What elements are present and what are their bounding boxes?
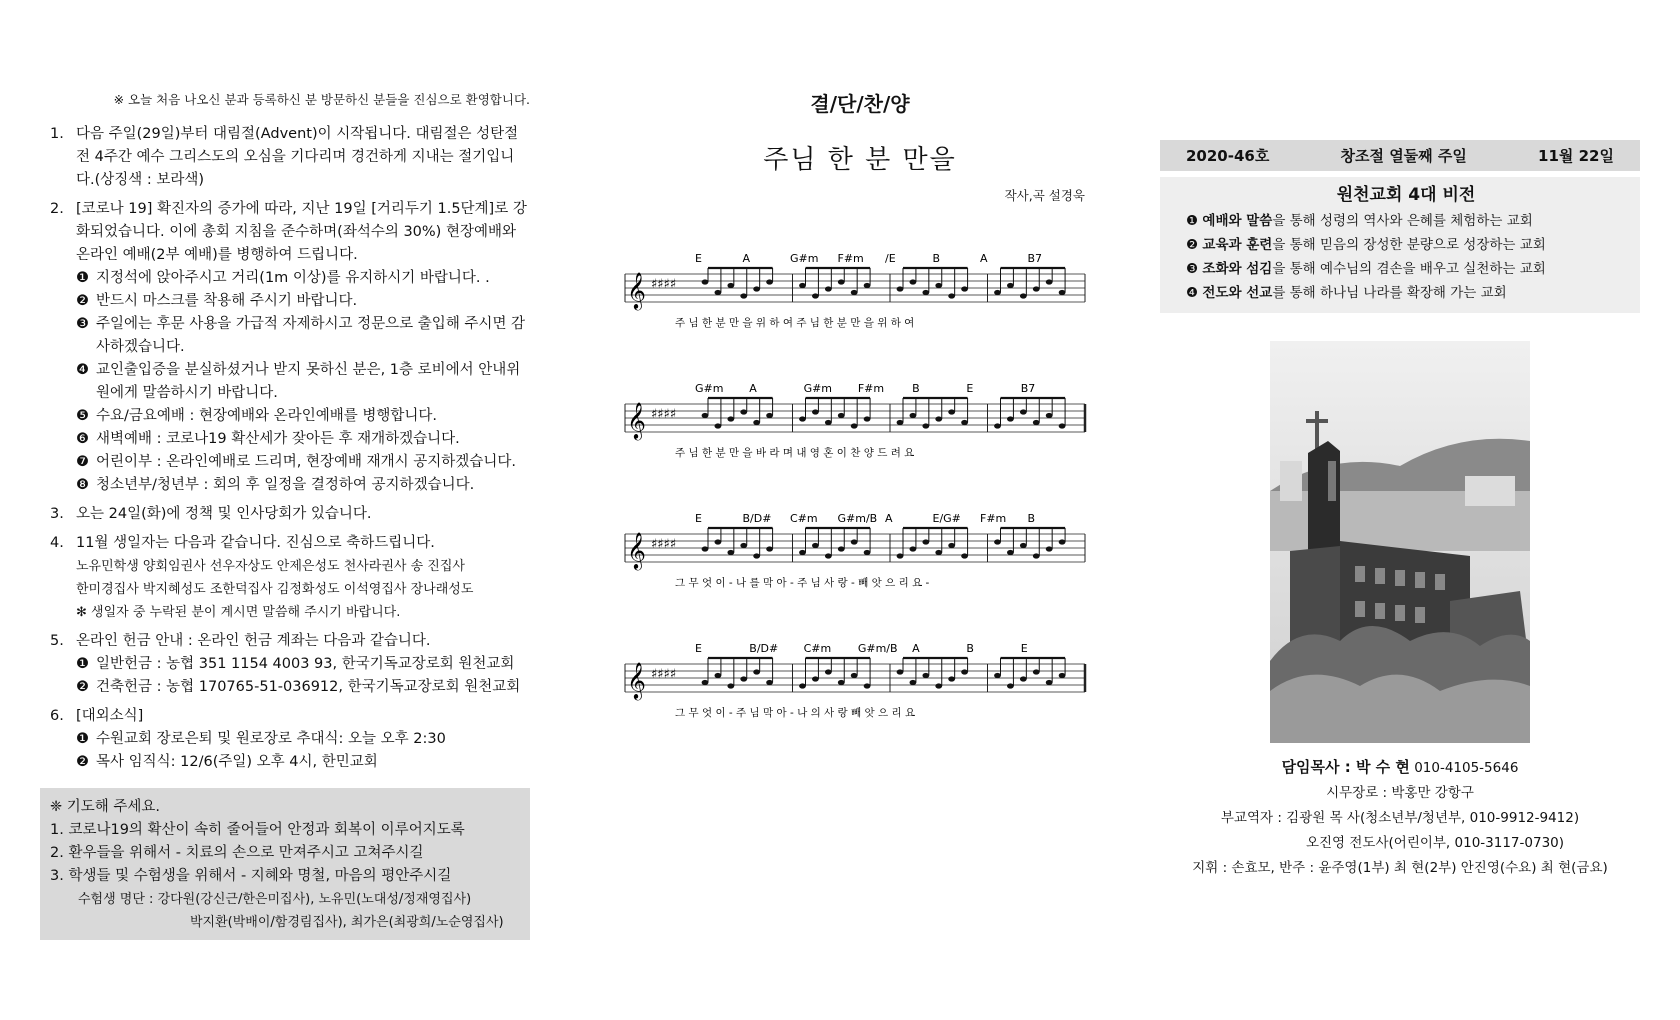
- external-news-text: 수원교회 장로은퇴 및 원로장로 추대식: 오늘 오후 2:30: [96, 731, 446, 747]
- announcement-6: [40, 705, 530, 774]
- list-marker: ❶: [76, 731, 89, 747]
- note-head: [812, 409, 819, 414]
- covid-item: [76, 428, 530, 451]
- note-head: [766, 413, 773, 418]
- note-head: [766, 680, 773, 685]
- chord-symbol: B: [932, 252, 941, 265]
- issue-date: 11월 22일: [1538, 147, 1614, 165]
- note-head: [922, 539, 929, 544]
- covid-item-text: 어린이부 : 온라인예배로 드리며, 현장예배 재개시 공지하겠습니다.: [96, 454, 516, 470]
- note-head: [1046, 546, 1053, 551]
- chord-symbol: F#m: [980, 512, 1007, 525]
- external-news-item: [76, 751, 530, 774]
- key-signature: ♯♯♯♯: [651, 667, 677, 682]
- note-head: [922, 423, 929, 428]
- covid-item: [76, 359, 530, 405]
- list-marker: ❹: [76, 362, 89, 378]
- list-marker: ❶: [76, 656, 89, 672]
- associate-pastor: 부교역자 : 김광원 목 사(청소년부/청년부, 010-9912-9412): [1220, 810, 1580, 826]
- announcement-text: 오는 24일(화)에 정책 및 인사당회가 있습니다.: [76, 506, 372, 522]
- chord-symbol: F#m: [837, 252, 864, 265]
- note-head: [1033, 420, 1040, 425]
- treble-clef: 𝄞: [627, 661, 646, 699]
- vision-title: 원천교회 4대 비전: [1336, 185, 1476, 205]
- covid-item-text: 새벽예배 : 코로나19 확산세가 잦아든 후 재개하겠습니다.: [96, 431, 460, 447]
- list-marker: ❽: [76, 477, 89, 493]
- list-marker: ❸: [1186, 261, 1199, 277]
- announcement-text: [코로나 19] 확진자의 증가에 따라, 지난 19일 [거리두기 1.5단계]로 강화되었습니다. 이에 총회 지침을 준수하며(좌석수의 30%) 현장예배와 온라인 예배(2부 예배)를 병행하여 드립니다.: [76, 201, 527, 263]
- note-head: [910, 546, 917, 551]
- offering-item: [76, 653, 530, 676]
- note-head: [961, 553, 968, 558]
- chord-symbol: G#m/B: [857, 642, 898, 655]
- section-title: 결/단/찬/양: [810, 92, 910, 116]
- note-head: [766, 279, 773, 284]
- note-head: [727, 416, 734, 421]
- chord-symbol: A: [912, 642, 920, 655]
- list-marker: ❹: [1186, 285, 1199, 301]
- chord-symbol: E: [695, 512, 702, 525]
- note-head: [825, 669, 832, 674]
- note-head: [1007, 283, 1014, 288]
- note-head: [1046, 680, 1053, 685]
- key-signature: ♯♯♯♯: [651, 277, 677, 292]
- note-head: [1059, 539, 1066, 544]
- chord-symbol: A: [980, 252, 988, 265]
- note-head: [851, 673, 858, 678]
- covid-item: [76, 313, 530, 359]
- prayer-box: [40, 788, 530, 940]
- note-head: [851, 423, 858, 428]
- note-head: [994, 423, 1001, 428]
- covid-item-text: 교인출입증을 분실하셨거나 받지 못하신 분은, 1층 로비에서 안내위원에게 말씀하시기 바랍니다.: [96, 362, 521, 401]
- list-marker: ❺: [76, 408, 89, 424]
- note-head: [864, 283, 871, 288]
- note-head: [864, 416, 871, 421]
- list-marker: ❷: [1186, 237, 1199, 253]
- vision-keyword: 전도와 선교: [1202, 285, 1273, 301]
- hymn-title: 주님 한 분 만을: [763, 145, 957, 175]
- note-head: [1020, 409, 1027, 414]
- note-head: [1020, 676, 1027, 681]
- note-head: [1007, 683, 1014, 688]
- info-column: [1160, 140, 1640, 881]
- offering-item: [76, 676, 530, 699]
- note-head: [897, 286, 904, 291]
- chord-symbol: E: [966, 382, 974, 395]
- announcement-text: [대외소식]: [76, 708, 144, 724]
- note-head: [702, 680, 709, 685]
- announcement-5: [40, 630, 530, 699]
- covid-item-text: 수요/금요예배 : 현장예배와 온라인예배를 병행합니다.: [96, 408, 437, 424]
- evangelist: 오진영 전도사(어린이부, 010-3117-0730): [1305, 835, 1565, 851]
- list-marker: ❷: [76, 679, 89, 695]
- note-head: [825, 286, 832, 291]
- announcement-number: 3.: [50, 506, 64, 522]
- note-head: [838, 680, 845, 685]
- note-head: [753, 420, 760, 425]
- chord-symbol: A: [885, 512, 893, 525]
- composer: 작사,곡 설경욱: [1004, 188, 1085, 203]
- chord-symbol: B7: [1027, 252, 1043, 265]
- vision-keyword: 예배와 말씀: [1202, 213, 1273, 229]
- note-head: [753, 669, 760, 674]
- vision-text: 을 통해 믿음의 장성한 분량으로 성장하는 교회: [1272, 237, 1546, 253]
- note-head: [812, 543, 819, 548]
- note-head: [740, 543, 747, 548]
- announcement-number: 6.: [50, 708, 64, 724]
- lyrics-line: 그 무 엇 이 - 나 를 막 아 - 주 님 사 랑 - 빼 앗 으 리 요 -: [675, 577, 930, 589]
- chord-symbol: G#m: [695, 382, 724, 395]
- covid-item-text: 지정석에 앉아주시고 거리(1m 이상)를 유지하시기 바랍니다. .: [96, 270, 490, 286]
- note-head: [812, 293, 819, 298]
- chord-symbol: F#m: [857, 382, 885, 395]
- note-head: [922, 673, 929, 678]
- lyrics-line: 주 님 한 분 만 을 위 하 여 주 님 한 분 만 을 위 하 여: [675, 317, 915, 329]
- prayer-title: ❈ 기도해 주세요.: [50, 799, 161, 815]
- chord-symbol: E: [695, 642, 702, 655]
- birthday-list: 노유민학생 양회임권사 선우자상도 안제은성도 천사라권사 송 진집사: [76, 559, 465, 574]
- note-head: [851, 290, 858, 295]
- note-head: [727, 550, 734, 555]
- chord-symbol: B: [966, 642, 974, 655]
- note-head: [799, 683, 806, 688]
- note-head: [1033, 286, 1040, 291]
- note-head: [897, 669, 904, 674]
- chord-symbol: C#m: [790, 512, 818, 525]
- vision-item: [1186, 257, 1626, 281]
- sheet-music: [615, 204, 1105, 724]
- note-head: [838, 279, 845, 284]
- note-head: [910, 279, 917, 284]
- note-head: [799, 283, 806, 288]
- note-head: [1046, 279, 1053, 284]
- note-head: [910, 413, 917, 418]
- note-head: [948, 293, 955, 298]
- note-head: [935, 550, 942, 555]
- announcement-number: 2.: [50, 201, 64, 217]
- announcement-4: [40, 532, 530, 624]
- note-head: [1059, 290, 1066, 295]
- note-head: [994, 673, 1001, 678]
- announcement-text: 다음 주일(29일)부터 대림절(Advent)이 시작됩니다. 대림절은 성탄절 전 4주간 예수 그리스도의 오심을 기다리며 경건하게 지내는 절기입니다.(상징색 : 보라색): [76, 126, 519, 188]
- note-head: [948, 409, 955, 414]
- covid-item-text: 주일에는 후문 사용을 가급적 자제하시고 정문으로 출입해 주시면 감사하겠습니다.: [96, 316, 526, 355]
- staff-info: [1160, 755, 1640, 881]
- pastor-phone: 010-4105-5646: [1414, 760, 1519, 776]
- note-head: [838, 546, 845, 551]
- note-head: [1059, 673, 1066, 678]
- announcement-2: [40, 198, 530, 497]
- note-head: [851, 539, 858, 544]
- announcement-text: 11월 생일자는 다음과 같습니다. 진심으로 축하드립니다.: [76, 535, 435, 551]
- chord-symbol: B/D#: [742, 512, 772, 525]
- senior-pastor: 담임목사 : 박 수 현: [1281, 758, 1410, 776]
- prayer-item: 3. 학생들 및 수험생을 위해서 - 지혜와 명철, 마음의 평안주시길: [50, 868, 452, 884]
- note-head: [897, 553, 904, 558]
- treble-clef: 𝄞: [627, 271, 646, 309]
- note-head: [727, 683, 734, 688]
- note-head: [1020, 543, 1027, 548]
- issue-number: 2020-46호: [1186, 147, 1270, 165]
- vision-box: [1160, 177, 1640, 313]
- chord-symbol: B: [912, 382, 920, 395]
- note-head: [740, 676, 747, 681]
- note-head: [948, 676, 955, 681]
- announcement-number: 4.: [50, 535, 64, 551]
- note-head: [825, 420, 832, 425]
- note-head: [948, 543, 955, 548]
- chord-symbol: B7: [1020, 382, 1036, 395]
- vision-item: [1186, 281, 1626, 305]
- church-photo: [1270, 341, 1530, 743]
- external-news-item: [76, 728, 530, 751]
- chord-symbol: G#m: [790, 252, 819, 265]
- note-head: [1020, 293, 1027, 298]
- chord-symbol: A: [749, 382, 757, 395]
- elders: 시무장로 : 박홍만 강항구: [1326, 785, 1474, 801]
- note-head: [740, 409, 747, 414]
- note-head: [1007, 416, 1014, 421]
- treble-clef: 𝄞: [627, 401, 646, 439]
- list-marker: ❷: [76, 754, 89, 770]
- note-head: [753, 553, 760, 558]
- external-news-text: 목사 임직식: 12/6(주일) 오후 4시, 한민교회: [96, 754, 378, 770]
- lyrics-line: 그 무 엇 이 - 주 님 막 아 - 나 의 사 랑 빼 앗 으 리 요: [675, 707, 916, 719]
- list-marker: ❼: [76, 454, 89, 470]
- note-head: [753, 286, 760, 291]
- announcements-column: [40, 88, 530, 940]
- announcement-number: 5.: [50, 633, 64, 649]
- announcement-3: [40, 503, 530, 526]
- covid-item: [76, 290, 530, 313]
- note-head: [961, 420, 968, 425]
- key-signature: ♯♯♯♯: [651, 407, 677, 422]
- note-head: [935, 683, 942, 688]
- vision-keyword: 교육과 훈련: [1202, 237, 1273, 253]
- note-head: [1059, 423, 1066, 428]
- note-head: [897, 420, 904, 425]
- note-head: [825, 553, 832, 558]
- list-marker: ❸: [76, 316, 89, 332]
- note-head: [1033, 553, 1040, 558]
- covid-item: [76, 474, 530, 497]
- offering-account: 일반헌금 : 농협 351 1154 4003 93, 한국기독교장로회 원천교회: [96, 656, 515, 672]
- announcement-1: [40, 123, 530, 192]
- chord-symbol: B/D#: [749, 642, 779, 655]
- list-marker: ❷: [76, 293, 89, 309]
- note-head: [727, 283, 734, 288]
- note-head: [961, 669, 968, 674]
- note-head: [715, 423, 722, 428]
- covid-item-text: 반드시 마스크를 착용해 주시기 바랍니다.: [96, 293, 358, 309]
- note-head: [799, 550, 806, 555]
- note-head: [740, 293, 747, 298]
- chord-symbol: E/G#: [932, 512, 961, 525]
- note-head: [702, 413, 709, 418]
- issue-bar: [1160, 140, 1640, 171]
- lyrics-line: 주 님 한 분 만 을 바 라 며 내 영 혼 이 찬 양 드 려 요: [675, 447, 915, 459]
- chord-symbol: G#m: [803, 382, 833, 395]
- note-head: [935, 416, 942, 421]
- exam-students: 수험생 명단 : 강다원(강신근/한은미집사), 노유민(노대성/정재영집사): [78, 892, 472, 907]
- note-head: [1033, 669, 1040, 674]
- covid-item-text: 청소년부/청년부 : 회의 후 일정을 결정하여 공지하겠습니다.: [96, 477, 475, 493]
- note-head: [961, 286, 968, 291]
- vision-keyword: 조화와 섬김: [1202, 261, 1273, 277]
- note-head: [935, 283, 942, 288]
- note-head: [812, 676, 819, 681]
- note-head: [715, 673, 722, 678]
- covid-item: [76, 451, 530, 474]
- prayer-item: 2. 환우들을 위해서 - 치료의 손으로 만져주시고 고쳐주시길: [50, 845, 424, 861]
- welcome-note: ※ 오늘 처음 나오신 분과 등록하신 분 방문하신 분들을 진심으로 환영합니다.: [113, 92, 530, 107]
- chord-symbol: C#m: [803, 642, 832, 655]
- vision-text: 를 통해 하나님 나라를 확장해 가는 교회: [1272, 285, 1507, 301]
- hymn-column: [615, 88, 1105, 728]
- key-signature: ♯♯♯♯: [651, 537, 677, 552]
- chord-symbol: B: [1027, 512, 1036, 525]
- music-leaders: 지휘 : 손효모, 반주 : 윤주영(1부) 최 현(2부) 안진영(수요) 최 현(금요): [1192, 860, 1608, 876]
- vision-text: 을 통해 예수님의 겸손을 배우고 실천하는 교회: [1272, 261, 1546, 277]
- list-marker: ❶: [76, 270, 89, 286]
- note-head: [702, 546, 709, 551]
- chord-symbol: /E: [885, 252, 896, 265]
- note-head: [838, 413, 845, 418]
- list-marker: ❶: [1186, 213, 1199, 229]
- vision-item: [1186, 233, 1626, 257]
- vision-item: [1186, 209, 1626, 233]
- liturgical-sunday: 창조절 열둘째 주일: [1340, 147, 1467, 165]
- covid-item: [76, 405, 530, 428]
- exam-students: 박지환(박배이/함경림집사), 최가은(최광희/노순영집사): [190, 915, 504, 930]
- note-head: [1046, 413, 1053, 418]
- note-head: [994, 539, 1001, 544]
- note-head: [766, 546, 773, 551]
- note-head: [799, 416, 806, 421]
- offering-account: 건축헌금 : 농협 170765-51-036912, 한국기독교장로회 원천교회: [96, 679, 521, 695]
- announcement-text: 온라인 헌금 안내 : 온라인 헌금 계좌는 다음과 같습니다.: [76, 633, 431, 649]
- note-head: [702, 279, 709, 284]
- note-head: [715, 539, 722, 544]
- covid-item: [76, 267, 530, 290]
- note-head: [715, 290, 722, 295]
- chord-symbol: E: [695, 252, 702, 265]
- announcement-number: 1.: [50, 126, 64, 142]
- chord-symbol: E: [1020, 642, 1028, 655]
- note-head: [994, 290, 1001, 295]
- treble-clef: 𝄞: [627, 531, 646, 569]
- note-head: [864, 683, 871, 688]
- chord-symbol: G#m/B: [837, 512, 878, 525]
- note-head: [864, 550, 871, 555]
- vision-text: 을 통해 성령의 역사와 은혜를 체험하는 교회: [1272, 213, 1533, 229]
- note-head: [910, 680, 917, 685]
- prayer-item: 1. 코로나19의 확산이 속히 줄어들어 안정과 회복이 이루어지도록: [50, 822, 465, 838]
- birthday-note: ✻ 생일자 중 누락된 분이 계시면 말씀해 주시기 바랍니다.: [76, 605, 401, 620]
- birthday-list: 한미경집사 박지혜성도 조한덕집사 김정화성도 이석영집사 장나래성도: [76, 582, 474, 597]
- chord-symbol: A: [742, 252, 751, 265]
- note-head: [922, 290, 929, 295]
- note-head: [1007, 550, 1014, 555]
- list-marker: ❻: [76, 431, 89, 447]
